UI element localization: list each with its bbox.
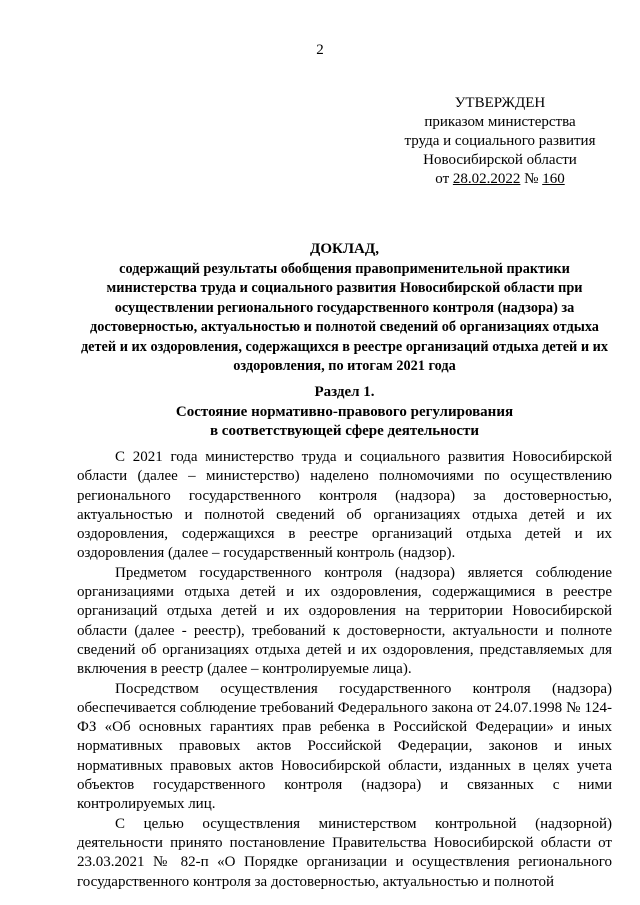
approval-number: 160 xyxy=(542,171,565,187)
approval-line-approved: УТВЕРЖДЕН xyxy=(454,95,546,111)
page-number: 2 xyxy=(316,42,324,58)
document-body xyxy=(77,448,612,892)
approval-line-ministry: труда и социального развития xyxy=(404,133,596,149)
body-paragraph: Посредством осуществления государственного контроля (надзора) обеспечивается соблюдение требований Федерального закона от 24.07.1998 № 124-ФЗ «Об основных гарантиях прав ребенка в Российской Федерации» и иных нормативных правовых актов Российской Федерации, законов и иных нормативных правовых актов Новосибирской области, изданных в целях учета объектов государственного контроля (надзора) и связанных с ними контролируемых лиц. xyxy=(77,680,612,813)
approval-date-prefix: от xyxy=(435,171,450,187)
approval-stamp xyxy=(380,94,620,189)
body-paragraph: С целью осуществления министерством контрольной (надзорной) деятельности принято постановление Правительства Новосибирской области от 23.03.2021 № 82-п «О Порядке организации и осуществления регионального государственного контроля за достоверностью, актуальностью и полнотой xyxy=(77,815,612,890)
section-label: Раздел 1. xyxy=(314,384,375,400)
approval-date-line xyxy=(380,170,620,189)
section-heading xyxy=(77,383,612,442)
body-paragraph: С 2021 года министерство труда и социального развития Новосибирской области (далее – министерство) наделено полномочиями по осуществлению регионального государственного контроля (надзора) за достоверностью, актуальностью и полнотой сведений об организациях отдыха детей и их оздоровления, содержащихся в реестре организаций отдыха детей и их оздоровления (далее – государственный контроль (надзор). xyxy=(77,449,612,562)
report-title xyxy=(77,240,612,377)
section-title-line-2: в соответствующей сфере деятельности xyxy=(209,423,480,439)
section-title-line-1: Состояние нормативно-правового регулирования xyxy=(175,403,514,420)
approval-line-region: Новосибирской области xyxy=(423,152,577,168)
report-heading: ДОКЛАД, xyxy=(310,241,379,257)
approval-line-order: приказом министерства xyxy=(424,114,576,130)
body-paragraph: Предметом государственного контроля (надзора) является соблюдение организациями отдыха детей и их оздоровления, содержащимися в реестре организаций отдыха детей и их оздоровления на территории Новосибирской области (далее - реестр), требований к достоверности, актуальности и полноте сведений об организациях отдыха детей и их оздоровления, представляемых для включения в реестр (далее – контролируемые лица). xyxy=(77,564,612,678)
report-subtitle: содержащий результаты обобщения правоприменительной практики министерства труда и социального развития Новосибирской области при осуществлении регионального государственного контроля (надзора) за достоверностью, актуальностью и полнотой сведений об организациях отдыха детей и их оздоровления, содержащихся в реестре организаций отдыха детей и их оздоровления, по итогам 2021 года xyxy=(80,260,609,374)
approval-number-sign: № xyxy=(524,171,539,187)
approval-date: 28.02.2022 xyxy=(452,171,521,187)
